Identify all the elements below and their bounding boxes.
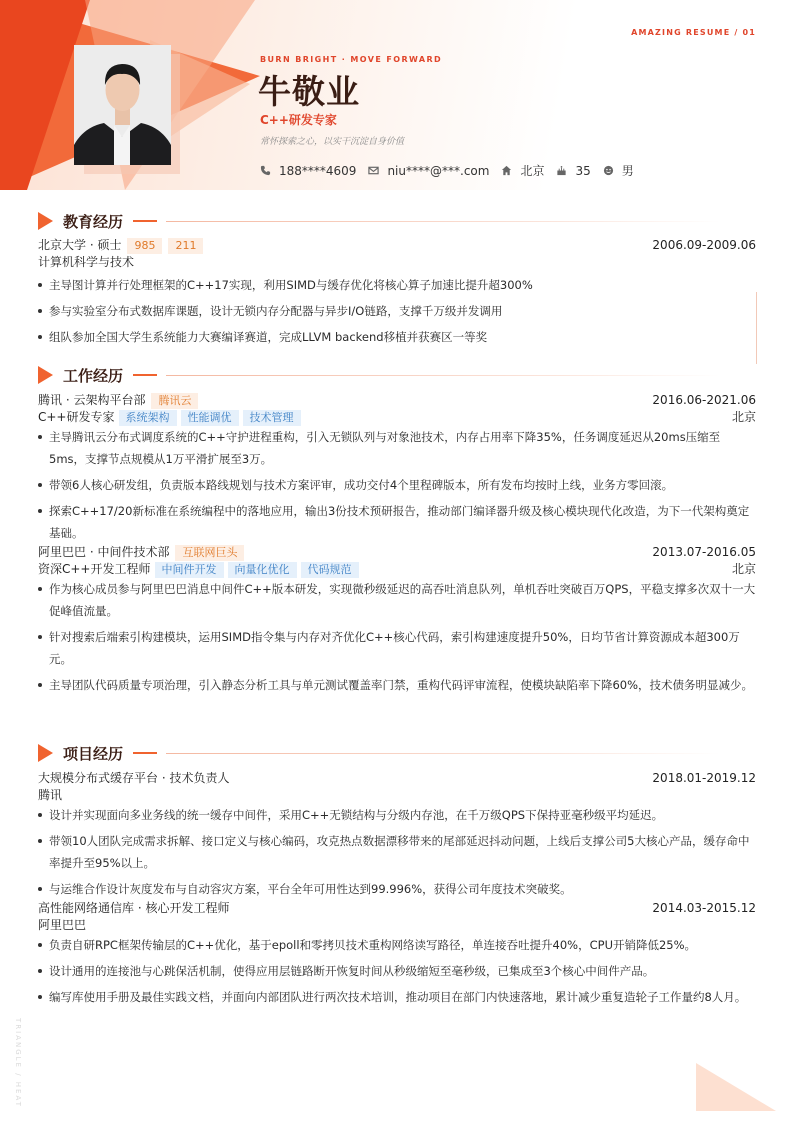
list-item: 负责自研RPC框架传输层的C++优化，基于epoll和零拷贝技术重构网络读写路径，单连接吞吐提升40%，CPU开销降低25%。 xyxy=(38,934,756,956)
section-divider xyxy=(166,375,720,376)
list-item: 参与实验室分布式数据库课题，设计无锁内存分配器与异步I/O链路，支撑千万级并发调用 xyxy=(38,300,756,322)
footer-triangle xyxy=(696,1063,776,1111)
list-item: 主导图计算并行处理框架的C++17实现，利用SIMD与缓存优化将核心算子加速比提升超300% xyxy=(38,274,756,296)
section-header xyxy=(38,210,756,232)
list-item: 探索C++17/20新标准在系统编程中的落地应用，输出3份技术预研报告，推动部门编译器升级及核心模块现代化改造，为下一代架构奠定基础。 xyxy=(38,500,756,544)
school-tag: 211 xyxy=(168,238,203,254)
gender-text: 男 xyxy=(621,164,634,178)
job-entry xyxy=(38,392,756,544)
project-org: 腾讯 xyxy=(38,788,63,802)
triangle-icon xyxy=(38,366,53,384)
contact-email xyxy=(368,164,489,178)
city-text: 北京 xyxy=(520,164,545,178)
section-title: 教育经历 xyxy=(63,212,124,231)
triangle-icon xyxy=(38,212,53,230)
list-item: 组队参加全国大学生系统能力大赛编译赛道，完成LLVM backend移植并获赛区一等奖 xyxy=(38,326,756,348)
major: 计算机科学与技术 xyxy=(38,255,135,269)
contact-city xyxy=(501,162,544,179)
section-dash xyxy=(133,752,157,754)
job-bullets xyxy=(38,426,756,544)
skill-tag: 向量化优化 xyxy=(228,562,297,578)
list-item: 与运维合作设计灰度发布与自动容灾方案，平台全年可用性达到99.996%，获得公司年度技术突破奖。 xyxy=(38,878,756,900)
section-header xyxy=(38,364,756,386)
job-date: 2013.07-2016.05 xyxy=(652,545,756,559)
job-entry xyxy=(38,544,756,696)
side-label: TRIANGLE / HEAT xyxy=(14,1018,22,1108)
school-name: 北京大学 · 硕士 xyxy=(38,238,122,252)
smile-icon xyxy=(603,165,614,176)
project-date: 2018.01-2019.12 xyxy=(652,771,756,785)
project-entry xyxy=(38,900,756,1008)
contact-bar xyxy=(260,162,646,179)
job-date: 2016.06-2021.06 xyxy=(652,393,756,407)
phone-icon xyxy=(260,165,271,176)
section-divider xyxy=(166,221,720,222)
motto: 常怀探索之心，以实干沉淀自身价值 xyxy=(260,137,405,147)
list-item: 针对搜索后端索引构建模块，运用SIMD指令集与内存对齐优化C++核心代码，索引构建速度提升50%，日均节省计算资源成本超300万元。 xyxy=(38,626,756,670)
project-org: 阿里巴巴 xyxy=(38,918,87,932)
profile-photo xyxy=(74,45,171,165)
candidate-role: C++研发专家 xyxy=(260,113,337,127)
job-city: 北京 xyxy=(731,562,756,576)
job-bullets xyxy=(38,578,756,696)
job-city: 北京 xyxy=(731,410,756,424)
project-bullets xyxy=(38,804,756,900)
contact-phone xyxy=(260,164,356,178)
job-position: C++研发专家 xyxy=(38,410,115,424)
list-item: 设计通用的连接池与心跳保活机制，使得应用层链路断开恢复时间从秒级缩短至毫秒级，已集成至3个核心中间件产品。 xyxy=(38,960,756,982)
company-tag: 互联网巨头 xyxy=(175,545,244,561)
skill-tag: 技术管理 xyxy=(243,410,301,426)
section-title: 项目经历 xyxy=(63,744,124,763)
project-name: 大规模分布式缓存平台 · 技术负责人 xyxy=(38,771,230,785)
email-text: niu****@***.com xyxy=(387,163,490,178)
skill-tag: 性能调优 xyxy=(181,410,239,426)
section-header xyxy=(38,742,756,764)
list-item: 作为核心成员参与阿里巴巴消息中间件C++版本研发，实现微秒级延迟的高吞吐消息队列，单机吞吐突破百万QPS，平稳支撑多次双十一大促峰值流量。 xyxy=(38,578,756,622)
contact-gender xyxy=(603,162,634,179)
education-date: 2006.09-2009.06 xyxy=(652,238,756,252)
education-row xyxy=(38,237,756,254)
list-item: 主导腾讯云分布式调度系统的C++守护进程重构，引入无锁队列与对象池技术，内存占用率下降35%，任务调度延迟从20ms压缩至5ms，支撑节点规模从1万平滑扩展至3万。 xyxy=(38,426,756,470)
cake-icon xyxy=(556,165,567,176)
education-bullets xyxy=(38,274,756,348)
phone-text: 188****4609 xyxy=(279,163,357,178)
age-text: 35 xyxy=(575,163,591,178)
company-name: 阿里巴巴 · 中间件技术部 xyxy=(38,545,170,559)
slogan: BURN BRIGHT · MOVE FORWARD xyxy=(260,55,443,64)
list-item: 带领10人团队完成需求拆解、接口定义与核心编码，攻克热点数据漂移带来的尾部延迟抖动问题，上线后支撑公司5大核心产品，缓存命中率提升至95%以上。 xyxy=(38,830,756,874)
decorative-rule xyxy=(756,292,757,364)
section-dash xyxy=(133,220,157,222)
skill-tag: 系统架构 xyxy=(119,410,177,426)
list-item: 编写库使用手册及最佳实践文档，并面向内部团队进行两次技术培训，推动项目在部门内快速落地，累计减少重复造轮子工作量约8人月。 xyxy=(38,986,756,1008)
job-position: 资深C++开发工程师 xyxy=(38,562,151,576)
contact-age xyxy=(556,164,590,178)
section-divider xyxy=(166,753,720,754)
project-entry xyxy=(38,770,756,900)
triangle-icon xyxy=(38,744,53,762)
skill-tag: 中间件开发 xyxy=(155,562,224,578)
skill-tag: 代码规范 xyxy=(301,562,359,578)
company-name: 腾讯 · 云架构平台部 xyxy=(38,393,146,407)
project-bullets xyxy=(38,934,756,1008)
list-item: 设计并实现面向多业务线的统一缓存中间件，采用C++无锁结构与分级内存池，在千万级QPS下保持亚毫秒级平均延迟。 xyxy=(38,804,756,826)
project-date: 2014.03-2015.12 xyxy=(652,901,756,915)
list-item: 带领6人核心研发组，负责版本路线规划与技术方案评审，成功交付4个里程碑版本，所有发布均按时上线，业务方零回滚。 xyxy=(38,474,756,496)
top-tag: AMAZING RESUME / 01 xyxy=(631,28,756,37)
company-tag: 腾讯云 xyxy=(151,393,198,409)
home-icon xyxy=(501,165,512,176)
project-name: 高性能网络通信库 · 核心开发工程师 xyxy=(38,901,230,915)
work-section xyxy=(38,364,756,700)
projects-section xyxy=(38,742,756,1012)
candidate-name: 牛敬业 xyxy=(258,72,360,111)
list-item: 主导团队代码质量专项治理，引入静态分析工具与单元测试覆盖率门禁，重构代码评审流程，使模块缺陷率下降60%，技术债务明显减少。 xyxy=(38,674,756,696)
school-tag: 985 xyxy=(127,238,162,254)
education-section xyxy=(38,210,756,352)
mail-icon xyxy=(368,165,379,176)
section-title: 工作经历 xyxy=(63,366,124,385)
section-dash xyxy=(133,374,157,376)
